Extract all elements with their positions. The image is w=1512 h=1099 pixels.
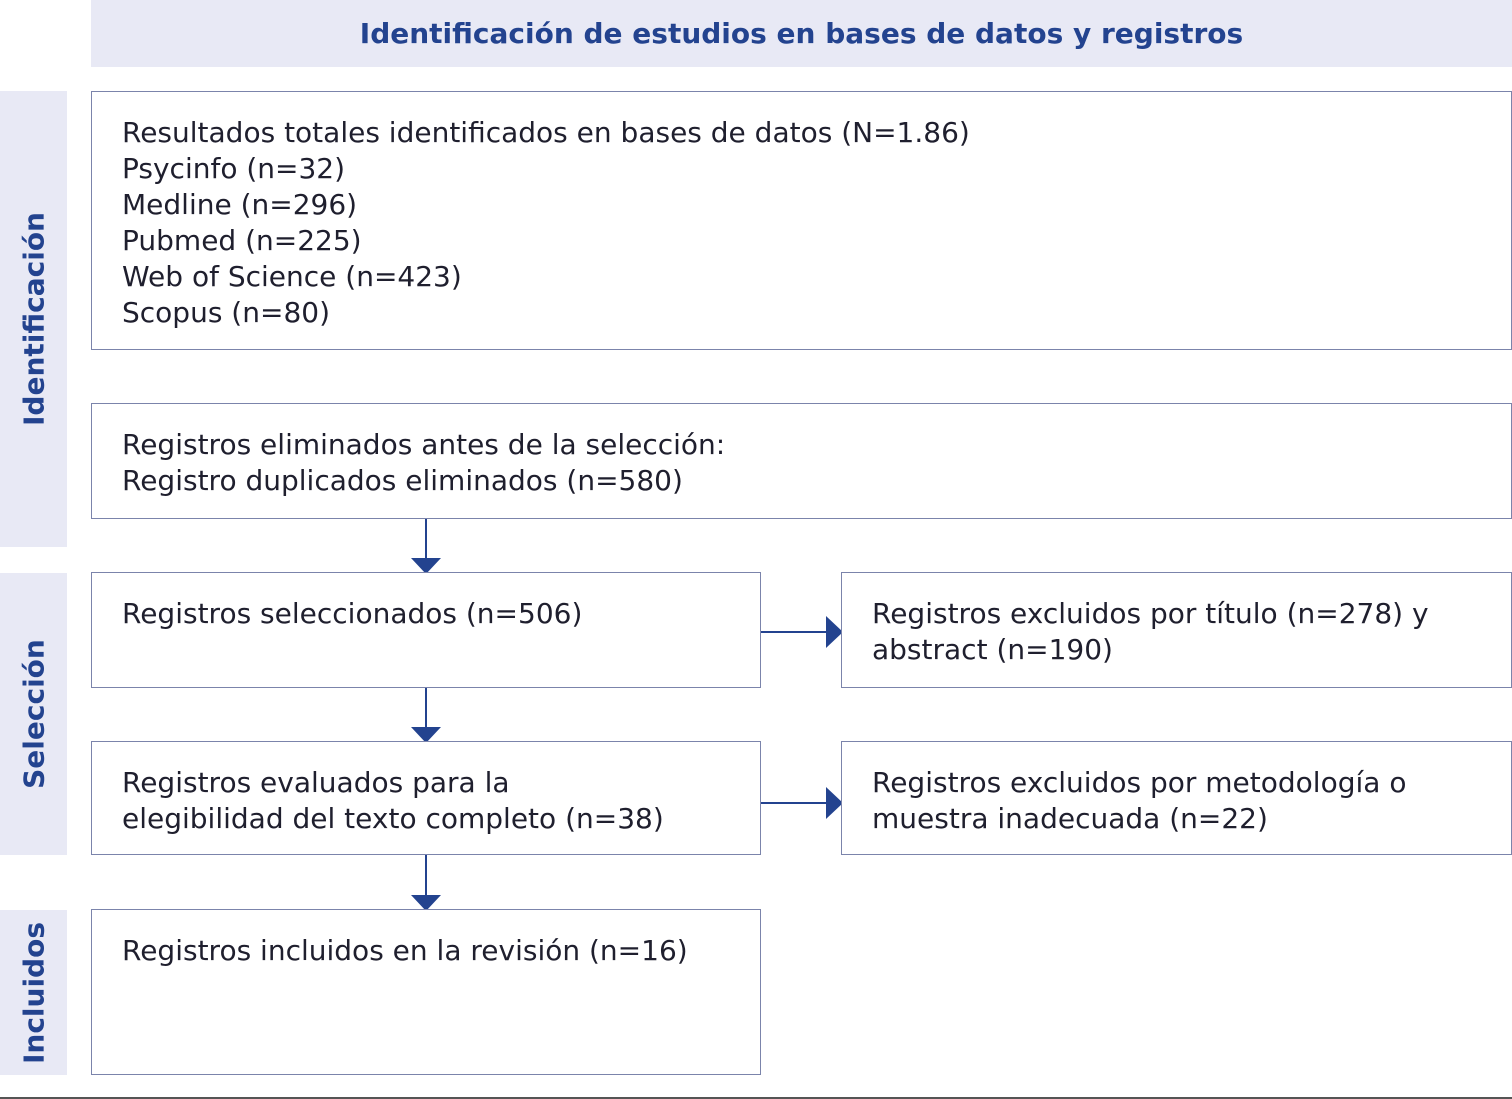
excluded-title-box <box>841 572 1512 688</box>
screened-records-box <box>91 572 761 688</box>
box-line: Web of Science (n=423) <box>122 260 462 293</box>
arrow-right-icon <box>761 631 841 633</box>
header-title: Identificación de estudios en bases de datos y registros <box>359 17 1244 50</box>
box-line: Resultados totales identificados en bases de datos (N=1.86) <box>122 116 970 149</box>
box-line: Registros eliminados antes de la selección: <box>122 428 726 461</box>
box-line: Scopus (n=80) <box>122 296 330 329</box>
box-line: Medline (n=296) <box>122 188 358 221</box>
phase-incluidos <box>0 910 67 1075</box>
box-line: Registro duplicados eliminados (n=580) <box>122 464 683 497</box>
phase-label-seleccion: Selección <box>17 639 50 789</box>
excluded-method-box <box>841 741 1512 855</box>
phase-seleccion <box>0 573 67 855</box>
box-line: Registros seleccionados (n=506) <box>122 597 583 630</box>
assessed-records-box <box>91 741 761 855</box>
box-line: Registros incluidos en la revisión (n=16) <box>122 934 688 967</box>
included-records-box <box>91 909 761 1075</box>
box-line: Registros excluidos por título (n=278) y <box>872 597 1429 630</box>
box-line: muestra inadecuada (n=22) <box>872 802 1268 835</box>
box-line: Pubmed (n=225) <box>122 224 362 257</box>
phase-label-identificacion: Identificación <box>17 212 50 426</box>
box-line: elegibilidad del texto completo (n=38) <box>122 802 664 835</box>
arrow-down-icon <box>425 688 427 741</box>
phase-identificacion <box>0 91 67 547</box>
identified-records-box <box>91 91 1512 350</box>
box-line: Psycinfo (n=32) <box>122 152 346 185</box>
box-line: Registros excluidos por metodología o <box>872 766 1407 799</box>
arrow-down-icon <box>425 519 427 572</box>
arrow-right-icon <box>761 802 841 804</box>
box-line: abstract (n=190) <box>872 633 1113 666</box>
box-line: Registros evaluados para la <box>122 766 510 799</box>
diagram-header <box>91 0 1512 67</box>
phase-label-incluidos: Incluidos <box>17 921 50 1064</box>
arrow-down-icon <box>425 855 427 909</box>
removed-records-box <box>91 403 1512 519</box>
